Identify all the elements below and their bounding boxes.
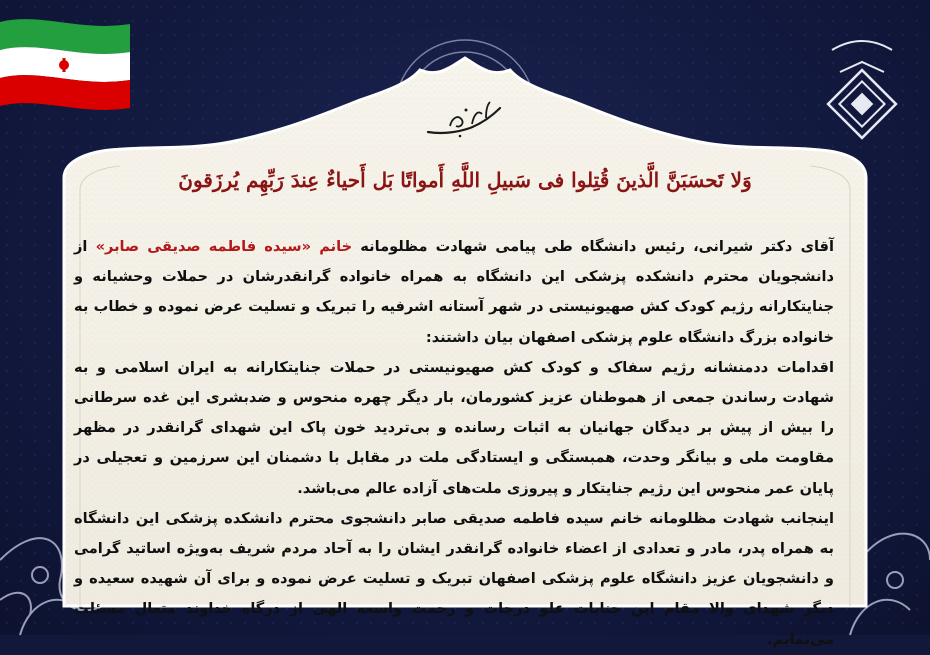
paragraph-3: اینجانب شهادت مظلومانه خانم سیده فاطمه صدیقی صابر دانشجوی محترم دانشکده پزشکی این دانشگاه به همراه پدر، مادر و تعدادی از اعضاء خانواده گرانقدر ایشان را به آحاد مردم شریف به‌ویژه اساتید گرامی و دانشجویان عزیز دانشگاه علوم پزشکی اصفهان تبریک و تسلیت عرض نموده و برای آن شهیده سعیده و دیگر شهدای والا مقام این جنایات علو درجات و رحمت واسعه الهی از درگاه خداوند متعال مسئلت می‌نمایم. xyxy=(74,509,834,648)
paragraph-1 xyxy=(74,232,834,353)
calligraphy-icon xyxy=(420,96,510,142)
paragraph-2: اقدامات ددمنشانه رژیم سفاک و کودک کش صهیونیستی در حملات جنایتکارانه به ایران اسلامی و به شهادت رساندن جمعی از هموطنان عزیز کشورمان، بار دیگر چهره منحوس و ضدبشری این غده سرطانی را بیش از پیش بر دیدگان جهانیان به اثبات رسانده و بی‌تردید خون پاک این شهدای گرانقدر در مظهر مقاومت ملی و بیانگر وحدت، همبستگی و ایستادگی ملت در مقابل با دشمنان این سرزمین و تعجیلی در پایان عمر منحوس این رژیم جنایتکار و پیروزی ملت‌های آزاده عالم می‌باشد. xyxy=(74,358,834,497)
paragraph-1-end: از دانشجویان محترم دانشکده پزشکی این دانشگاه به همراه خانواده گرانقدرشان در حملات وحشیانه و جنایتکارانه رژیم کودک کش صهیونیستی در شهر آستانه اشرفیه را تبریک و تسلیت عرض نموده و خطاب به خانواده بزرگ دانشگاه علوم پزشکی اصفهان بیان داشتند: xyxy=(74,238,834,346)
quran-verse: وَلا تَحسَبَنَّ الَّذينَ قُتِلوا فی سَبيلِ اللَّهِ أَمواتًا بَل أَحياءٌ عِندَ رَبِّهِم يُرزَقونَ xyxy=(178,168,752,192)
paragraph-1-start: آقای دکتر شیرانی، رئیس دانشگاه طی پیامی شهادت مظلومانه xyxy=(352,238,834,255)
calligraphy-title xyxy=(420,96,510,142)
article-body xyxy=(74,232,834,655)
martyr-name-highlight: خانم «سیده فاطمه صدیقی صابر» xyxy=(95,238,353,255)
